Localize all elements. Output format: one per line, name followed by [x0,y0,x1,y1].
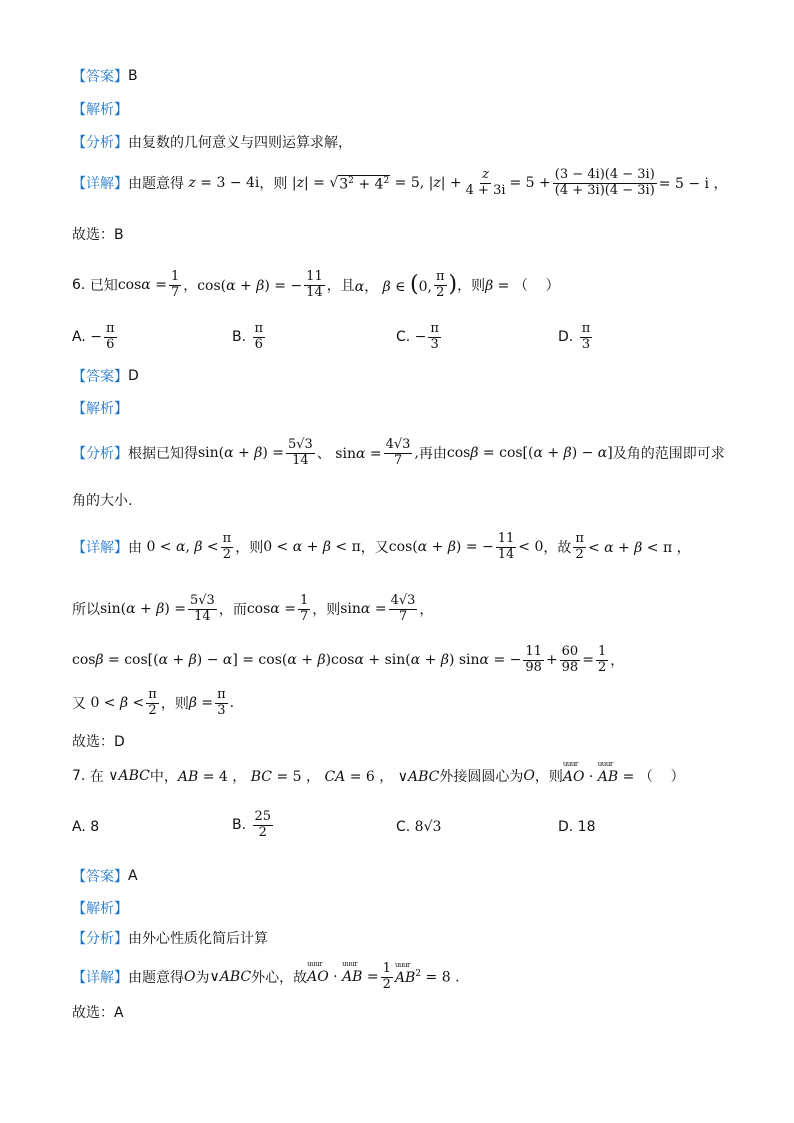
xiangjie-text: 由题意得 [128,176,184,193]
math-fraction: $\frac{z}{4 + 3i}$ [465,167,506,198]
math: 0 < α + β < π [263,539,361,556]
math: cosβ = cos[(α + β) − α] = cos(α + β)cosα + sin(α + β) sinα = − [72,652,522,669]
math: 、 sinα = [316,446,382,463]
stem-text: 在 [89,769,104,785]
math: ， [419,602,434,619]
math-fraction: $\frac{\pi}{3}$ [581,321,591,352]
math: , [414,445,419,462]
math-fraction: $\frac{4√3}{7}$ [390,593,416,624]
math: ) [448,272,458,298]
choose-text: 故选：B [72,227,124,243]
xiangjie-text: ，则 [160,696,189,713]
math-fraction: $\frac{\pi}{2}$ [435,269,445,300]
math-fraction: $\frac{\pi}{2}$ [222,531,232,562]
q6-option-a [72,322,119,353]
xiangjie-text: ，则 [312,602,341,619]
xiangjie-text: 又 [72,696,86,713]
math: = 5 + [509,175,551,192]
question-number: 7. [72,768,86,784]
math: cosα = [117,277,167,294]
math: ，cos(α + β) = − [183,278,303,295]
answer-value: A [128,868,138,884]
xiangjie-text: 由题意得 [128,970,184,987]
q7-choose-line [72,1002,734,1022]
fenxi-text: 再由 [418,446,447,463]
answer-tag: 【答案】 [72,69,128,85]
option-label: D. [558,329,574,346]
math: ∨ABC [103,768,150,784]
answer-value: B [128,68,138,84]
fenxi-text: 根据已知得 [128,446,198,463]
stem-text: 中， [149,769,178,785]
q5-jiexi-line [72,99,734,119]
jiexi-tag: 【解析】 [72,102,128,118]
math-fraction: $\frac{4√3}{7}$ [385,437,411,468]
math: = [582,652,594,669]
q6-stem [72,270,734,301]
math-fraction: $\frac{1}{2}$ [382,961,391,992]
q5-fenxi-line [72,132,734,152]
q7-fenxi-line [72,928,734,948]
math: − [85,329,102,346]
q7-answer-line [72,866,734,886]
math: = 5 − i ， [658,176,728,193]
math-fraction: $\frac{5√3}{14}$ [190,593,215,624]
fenxi-tag: 【分析】 [72,446,128,463]
math: β = [188,695,214,712]
stem-text: 且 [340,278,355,295]
math-fraction: $\frac{\pi}{6}$ [254,321,264,352]
math-fraction: $\frac{(3 - 4i)(4 - 3i)}{(4 + 3i)(4 - 3i)}$ [554,167,655,198]
q6-answer-line [72,366,734,386]
math-fraction: $\frac{11}{98}$ [525,644,542,675]
xiangjie-text: ，则 [235,540,264,557]
q6-xiangjie-line2 [72,594,734,625]
xiangjie-text: 外心，故 [251,970,308,987]
xiangjie-tag: 【详解】 [72,540,128,557]
math: uuur AO · uuur AB = （ ） [563,766,685,786]
math: O [523,768,535,784]
fenxi-text: 由复数的几何意义与四则运算求解， [128,135,352,151]
math: uuur $AB^2 = 8$ . [395,969,460,986]
q6-fenxi-line [72,438,734,469]
q6-choose-line [72,731,734,751]
math-fraction: $\frac{\pi}{3}$ [430,321,439,352]
xiangjie-text: 为 [195,970,210,987]
answer-tag: 【答案】 [72,369,128,385]
fenxi-tag: 【分析】 [72,135,128,151]
math: cos(α + β) = − [388,539,494,556]
option-label: A. 8 [72,819,100,835]
answer-tag: 【答案】 [72,869,128,885]
xiangjie-text: ，而 [218,602,247,619]
q6-option-c [396,322,443,353]
q5-xiangjie-line [72,168,734,199]
stem-text: ，则 [457,278,486,295]
math: 0 < α, β < [142,539,219,556]
math: α， β ∈ (0, [354,272,432,298]
option-label: C. [396,819,411,835]
math: 8√3 [410,819,442,835]
math: uuur AO · uuur AB = [307,969,379,985]
math-fraction: $\frac{1}{7}$ [299,593,309,624]
math: sinα = [340,601,387,618]
xiangjie-text: ，故 [543,540,572,557]
q7-option-a [72,819,99,835]
math-fraction: $\frac{\pi}{6}$ [105,321,115,352]
question-number: 6. [72,277,86,294]
math: 0 < β < [86,695,145,712]
choose-text: 故选：D [72,734,125,750]
q7-option-d [558,819,596,835]
stem-text: ，则 [534,769,563,785]
choose-text: 故选：A [72,1005,124,1021]
math-fraction: $\frac{\pi}{3}$ [217,687,226,718]
option-label: A. [72,329,86,346]
math: < 0 [518,539,544,556]
math: < α + β < π ， [587,540,691,557]
math-fraction: $\frac{60}{98}$ [561,644,579,675]
math: − [410,329,427,346]
math: . [229,695,235,712]
xiangjie-tag: 【详解】 [72,176,128,193]
option-label: C. [396,329,411,346]
q5-choose-line [72,224,734,244]
xiangjie-text: 所以 [72,602,100,619]
fenxi-text: 由外心性质化简后计算 [128,931,268,947]
xiangjie-text: 由 [128,540,142,557]
q6-xiangjie-line3 [72,645,734,676]
math-fraction: $\frac{5√3}{14}$ [288,437,313,468]
math: O [184,969,196,986]
jiexi-tag: 【解析】 [72,901,128,917]
math: cosβ = cos[(α + β) − α] [446,445,613,462]
math: sin(α + β) = [198,445,284,462]
math: cosα = [246,601,296,618]
math-fraction: $\frac{11}{14}$ [497,531,515,562]
fenxi-text: 及角的范围即可求 [612,446,725,463]
answer-value: D [128,368,139,384]
math: ， [610,653,625,670]
fenxi-text: 角的大小. [72,493,133,509]
fenxi-tag: 【分析】 [72,931,128,947]
math-fraction: $\frac{25}{2}$ [254,809,272,840]
math-fraction: $\frac{11}{14}$ [306,269,323,300]
q7-option-b [232,810,275,841]
q7-stem [72,766,734,786]
q6-option-b [232,322,267,353]
stem-text: 已知 [89,278,118,295]
option-label: D. 18 [558,819,596,835]
xiangjie-text: ，则 [259,176,288,193]
xiangjie-tag: 【详解】 [72,970,128,987]
q6-jiexi-line [72,398,734,418]
q6-option-d [558,322,594,353]
math-fraction: $\frac{\pi}{2}$ [575,531,584,562]
math-fraction: $\frac{\pi}{2}$ [148,687,157,718]
math: z = 3 − 4i [188,175,260,192]
q7-option-c [396,819,441,835]
math-fraction: $\frac{1}{7}$ [170,269,180,300]
jiexi-tag: 【解析】 [72,401,128,417]
q6-xiangjie-line1 [72,532,734,563]
math: sin(α + β) = [100,601,186,618]
option-label: B. [232,329,247,346]
math: ， [326,278,341,295]
math: + [545,652,558,669]
math: ∨ABC [209,969,252,986]
math: β = （ ） [485,278,560,295]
math: AB = 4 ， BC = 5 ， CA = 6 ， ∨ABC [177,769,440,785]
xiangjie-text: ，又 [360,540,389,557]
q6-fenxi-line2 [72,490,734,510]
q5-answer-line [72,66,734,86]
option-label: B. [232,817,247,834]
math-fraction: $\frac{1}{2}$ [597,644,607,675]
stem-text: 外接圆圆心为 [439,769,524,785]
q7-jiexi-line [72,898,734,918]
q7-xiangjie-line [72,962,734,993]
q6-xiangjie-line4 [72,688,734,719]
math: |z| = √ $3^2 + 4^2$ = 5, |z| + [287,174,462,193]
